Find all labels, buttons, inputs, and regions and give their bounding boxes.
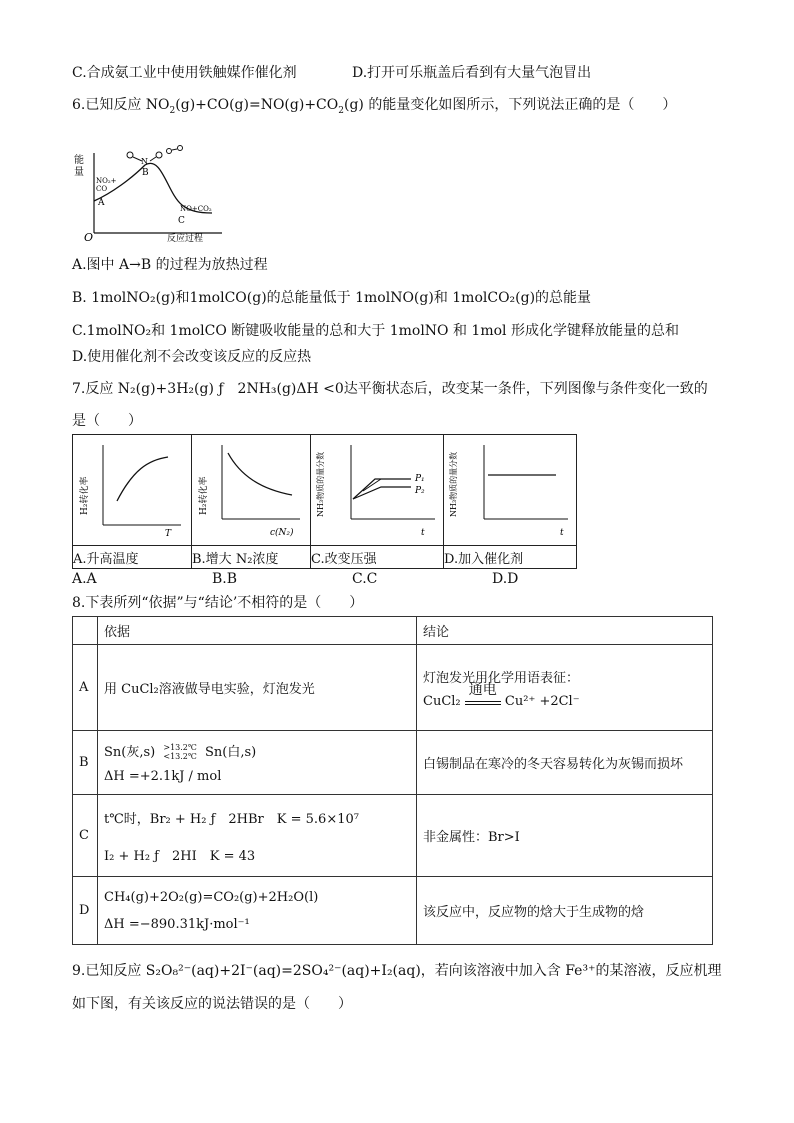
- q8-row-a: [73, 645, 713, 731]
- q8-header-basis: 依据: [98, 617, 417, 645]
- q6-n-label: N: [141, 157, 148, 166]
- q6-ylabel-2: 量: [74, 167, 84, 178]
- q7-a-xlabel: T: [165, 529, 172, 539]
- q6-stem: 6.已知反应 $NO_2(g)+CO(g)=NO(g)+CO_2(g)$ 的能量变化如图所示，下列说法正确的是（ ）: [72, 97, 677, 116]
- q5-option-c: C.合成氨工业中使用铁触媒作催化剂: [72, 65, 297, 81]
- q6-xlabel: 反应过程: [167, 234, 204, 243]
- q8-table: [72, 616, 713, 945]
- q6-point-a: A: [98, 198, 105, 208]
- q8-stem: 8.下表所列“依据”与“结论’不相符的是（ ）: [72, 595, 364, 611]
- q7-answer-b: B.B: [212, 571, 238, 587]
- q7-graph-d: [444, 435, 576, 541]
- q8-row-conclusion: 灯泡发光用化学用语表征： CuCl₂ 通电 Cu²⁺ +2Cl⁻: [417, 645, 713, 731]
- q7-graph-c: [311, 435, 443, 541]
- q7-answer-d: D.D: [492, 571, 519, 587]
- q7-a-ylabel: H₂转化率: [80, 476, 90, 515]
- q7-graph-b: [192, 435, 310, 541]
- q7-stem-2: 是（ ）: [72, 413, 142, 429]
- q7-c-xlabel: t: [421, 528, 425, 538]
- q8-row-b: [73, 731, 713, 795]
- q9-stem-2: 如下图，有关该反应的说法错误的是（ ）: [72, 996, 352, 1012]
- q8-row-basis: 用 CuCl₂溶液做导电实验，灯泡发光: [98, 645, 417, 731]
- q7-graph-table: [72, 434, 577, 569]
- q8-row-basis: CH₄(g)+2O₂(g)=CO₂(g)+2H₂O(l) ΔH =−890.31kJ·mol⁻¹: [98, 877, 417, 945]
- q8-row-basis: Sn(灰,s) >13.2℃ <13.2℃ Sn(白,s) ΔH =+2.1kJ / mol: [98, 731, 417, 795]
- q6-point-c: C: [178, 216, 185, 226]
- q6-option-c: C.1molNO₂和 1molCO 断键吸收能量的总和大于 1molNO 和 1mol 形成化学键释放能量的总和: [72, 323, 679, 339]
- q6-reactants-1: NO₂+: [96, 177, 117, 185]
- q8-row-conclusion: 白锡制品在寒冷的冬天容易转化为灰锡而损坏: [417, 731, 713, 795]
- q7-stem: 7.反应 N₂(g)+3H₂(g) ƒ 2NH₃(g)ΔH <0达平衡状态后，改变某一条件，下列图像与条件变化一致的: [72, 381, 708, 397]
- q7-graph-a: [73, 435, 191, 541]
- q8-row-basis: t℃时，Br₂ + H₂ ƒ 2HBr K = 5.6×10⁷ I₂ + H₂ ƒ 2HI K = 43: [98, 795, 417, 877]
- q6-origin: O: [84, 231, 94, 243]
- q7-d-ylabel: NH₃物质的量分数: [449, 451, 458, 517]
- q7-caption-a: A.升高温度: [73, 546, 192, 569]
- q6-point-b: B: [142, 168, 149, 178]
- q8-row-conclusion: 非金属性：Br>I: [417, 795, 713, 877]
- q6-reactants-2: CO: [96, 185, 108, 193]
- q9-stem: 9.已知反应 S₂O₈²⁻(aq)+2I⁻(aq)=2SO₄²⁻(aq)+I₂(aq)，若向该溶液中加入含 Fe³⁺的某溶液，反应机理: [72, 963, 722, 979]
- q7-answer-c: C.C: [352, 571, 378, 587]
- q6-option-d: D.使用催化剂不会改变该反应的反应热: [72, 349, 312, 365]
- q8-row-d: [73, 877, 713, 945]
- q6-option-a: A.图中 A→B 的过程为放热过程: [72, 257, 268, 273]
- q6-ylabel-1: 能: [74, 155, 84, 166]
- q6-option-b: B. 1molNO₂(g)和1molCO(g)的总能量低于 1molNO(g)和 1molCO₂(g)的总能量: [72, 290, 592, 306]
- q8-header-conclusion: 结论: [417, 617, 713, 645]
- q8-row-label: B: [73, 731, 98, 795]
- q8-row-label: C: [73, 795, 98, 877]
- q8-row-label: A: [73, 645, 98, 731]
- q5-option-d: D.打开可乐瓶盖后看到有大量气泡冒出: [352, 65, 592, 81]
- q8-row-c: [73, 795, 713, 877]
- q7-c-p1: P₁: [415, 474, 425, 484]
- q6-products: NO+CO₂: [180, 205, 212, 213]
- q7-caption-c: C.改变压强: [311, 546, 444, 569]
- q8-row-conclusion: 该反应中，反应物的焓大于生成物的焓: [417, 877, 713, 945]
- q8-header-blank: [73, 617, 98, 645]
- q7-c-p2: P₂: [415, 486, 425, 496]
- q6-energy-diagram: [72, 143, 232, 243]
- q7-c-ylabel: NH₃物质的量分数: [316, 451, 325, 517]
- q7-caption-d: D.加入催化剂: [444, 546, 577, 569]
- q7-d-xlabel: t: [560, 528, 564, 538]
- q7-answer-a: A.A: [72, 571, 97, 587]
- q7-caption-b: B.增大 N₂浓度: [192, 546, 311, 569]
- q8-row-label: D: [73, 877, 98, 945]
- q7-b-xlabel: c(N₂): [270, 528, 294, 538]
- q7-b-ylabel: H₂转化率: [199, 476, 209, 515]
